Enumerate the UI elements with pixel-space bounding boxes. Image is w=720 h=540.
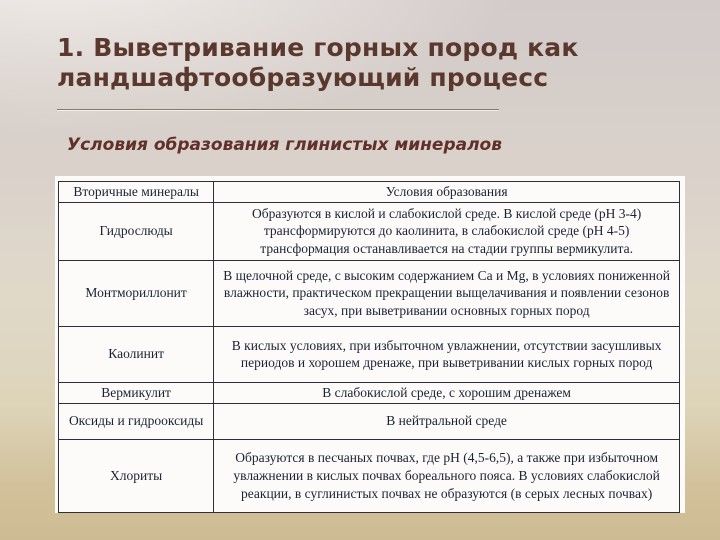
conditions-cell: В щелочной среде, с высоким содержанием Ca и Mg, в условиях пониженной влажности, практическом прекращении выщелачивания и появлении сезонов засух, при выветривании основных горных пород [214,260,680,326]
minerals-table [58,181,680,513]
mineral-cell: Вермикулит [59,382,214,403]
table-header-row [59,182,680,203]
table-row-kaolinit [59,326,680,382]
table-row-gidroslyudy [59,202,680,260]
table-row-vermikulit [59,382,680,403]
column-header-formation-conditions: Условия образования [214,182,680,203]
mineral-cell: Каолинит [59,326,214,382]
table-row-montmorillonit [59,260,680,326]
minerals-table-panel [55,176,685,513]
mineral-cell: Хлориты [59,439,214,512]
conditions-cell: В слабокислой среде, с хорошим дренажем [214,382,680,403]
mineral-cell: Монтмориллонит [59,260,214,326]
conditions-cell: Образуются в песчаных почвах, где pH (4,5-6,5), а также при избыточном увлажнении в кислых почвах бореального пояса. В условиях слабокислой реакции, в суглинистых почвах не образуются (в серых лесных почвах) [214,439,680,512]
slide-title: 1. Выветривание горных пород как ландшафтообразующий процесс [57,33,579,92]
mineral-cell: Оксиды и гидрооксиды [59,403,214,439]
table-row-oksidy [59,403,680,439]
mineral-cell: Гидрослюды [59,202,214,260]
column-header-secondary-minerals: Вторичные минералы [59,182,214,203]
table-row-khlority [59,439,680,512]
conditions-cell: Образуются в кислой и слабокислой среде. В кислой среде (pH 3-4) трансформируются до каолинита, в слабокислой среде (pH 4-5) трансформация останавливается на стадии группы вермикулита. [214,202,680,260]
conditions-cell: В нейтральной среде [214,403,680,439]
title-divider [57,109,499,111]
slide-subtitle: Условия образования глинистых минералов [67,135,502,155]
conditions-cell: В кислых условиях, при избыточном увлажнении, отсутствии засушливых периодов и хорошем дренаже, при выветривании кислых горных пород [214,326,680,382]
